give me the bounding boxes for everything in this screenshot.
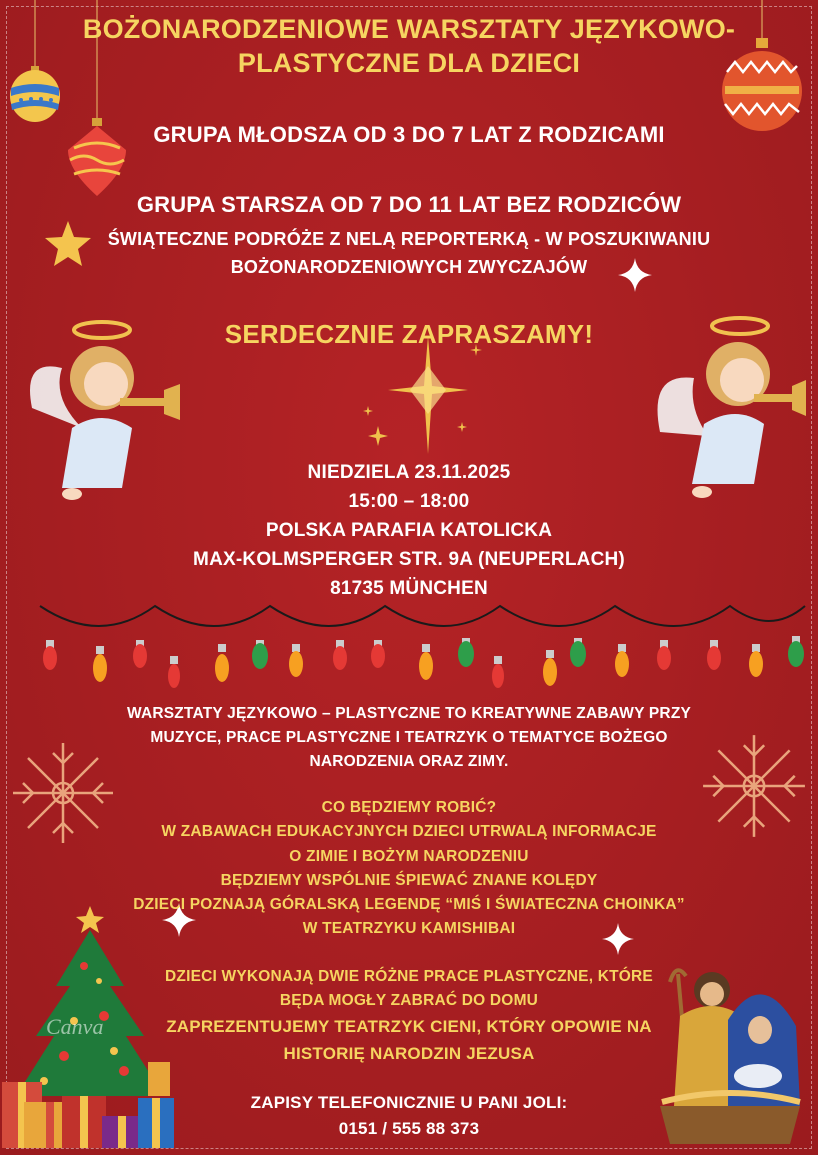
event-street: MAX-KOLMSPERGER STR. 9A (NEUPERLACH) — [193, 549, 625, 570]
theme-line-1: ŚWIĄTECZNE PODRÓŻE Z NELĄ REPORTERKĄ - W POSZUKIWANIU — [107, 229, 711, 249]
activity-line: DZIECI WYKONAJĄ DWIE RÓŻNE PRACE PLASTYCZNE, KTÓRE — [165, 968, 653, 985]
title-line-1: BOŻONARODZENIOWE WARSZTATY JĘZYKOWO- — [82, 14, 736, 44]
activity-line: W ZABAWACH EDUKACYJNYCH DZIECI UTRWALĄ INFORMACJE — [161, 823, 657, 841]
activity-line: ZAPREZENTUJEMY TEATRZYK CIENI, KTÓRY OPOWIE NA — [166, 1017, 652, 1036]
activity-line: HISTORIĘ NARODZIN JEZUSA — [283, 1044, 535, 1063]
event-details — [0, 458, 818, 603]
event-time: 15:00 – 18:00 — [348, 491, 470, 512]
activity-line: DZIECI POZNAJĄ GÓRALSKĄ LEGENDĘ “MIŚ I ŚWIATECZNA CHOINKA” — [133, 896, 685, 914]
contact-label: ZAPISY TELEFONICZNIE U PANI JOLI: — [250, 1093, 568, 1112]
event-city: 81735 MÜNCHEN — [330, 578, 488, 599]
description-line-3: NARODZENIA ORAZ ZIMY. — [309, 753, 509, 770]
theme-line-2: BOŻONARODZENIOWYCH ZWYCZAJÓW — [230, 257, 588, 277]
event-date: NIEDZIELA 23.11.2025 — [307, 462, 511, 483]
invite-heading: SERDECZNIE ZAPRASZAMY! — [224, 319, 594, 349]
canva-watermark: Canva — [46, 1014, 104, 1039]
christmas-star-icon — [358, 336, 488, 456]
activities-list — [0, 796, 818, 942]
string-lights-icon — [30, 596, 810, 698]
activities-heading: CO BĘDZIEMY ROBIĆ? — [321, 799, 497, 816]
group-younger: GRUPA MŁODSZA OD 3 DO 7 LAT Z RODZICAMI — [153, 122, 665, 147]
page-title — [0, 12, 818, 80]
activity-line: BĘDA MOGŁY ZABRAĆ DO DOMU — [279, 992, 539, 1009]
description-line-1: WARSZTATY JĘZYKOWO – PLASTYCZNE TO KREATYWNE ZABAWY PRZY — [126, 705, 692, 722]
activity-line: BĘDZIEMY WSPÓLNIE ŚPIEWAĆ ZNANE KOLĘDY — [220, 871, 598, 889]
activity-line: O ZIMIE I BOŻYM NARODZENIU — [289, 847, 529, 865]
description — [0, 702, 818, 774]
contact-info — [0, 1090, 818, 1142]
crafts-text — [0, 965, 818, 1067]
activity-line: W TEATRZYKU KAMISHIBAI — [302, 920, 516, 938]
group-older: GRUPA STARSZA OD 7 DO 11 LAT BEZ RODZICÓW — [136, 192, 682, 217]
theme-text — [0, 225, 818, 281]
title-line-2: PLASTYCZNE DLA DZIECI — [237, 48, 581, 78]
event-place: POLSKA PARAFIA KATOLICKA — [265, 520, 553, 541]
description-line-2: MUZYCE, PRACE PLASTYCZNE I TEATRZYK O TEMATYCE BOŻEGO — [150, 729, 668, 746]
contact-phone: 0151 / 555 88 373 — [338, 1119, 480, 1138]
